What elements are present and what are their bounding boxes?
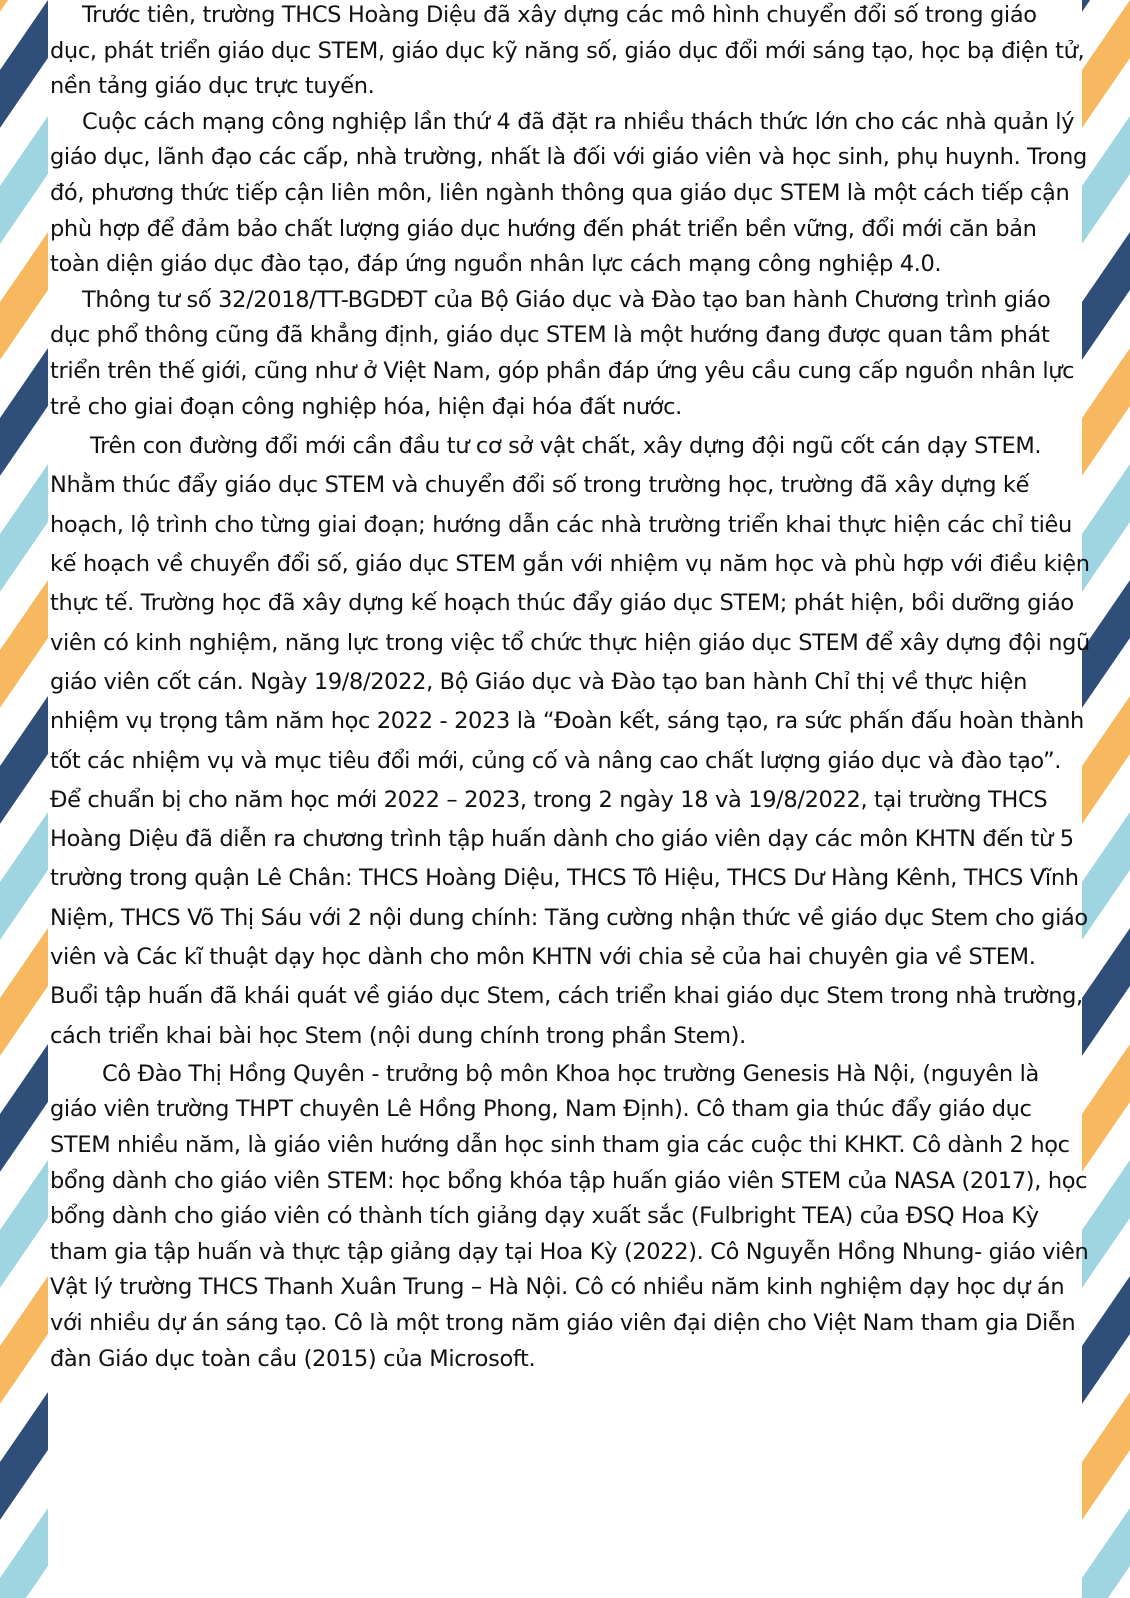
left-stripe-border bbox=[0, 0, 48, 1598]
paragraph-training: Trên con đường đổi mới cần đầu tư cơ sở vật chất, xây dựng đội ngũ cốt cán dạy STEM. Nhằm thúc đẩy giáo dục STEM và chuyển đổi số trong trường học, trường đã xây dựng kế hoạch, lộ trình cho từng giai đoạn; hướng dẫn các nhà trường triển khai thực hiện các chỉ tiêu kế hoạch về chuyển đổi số, giáo dục STEM gắn với nhiệm vụ năm học và phù hợp với điều kiện thực tế. Trường học đã xây dựng kế hoạch thúc đẩy giáo dục STEM; phát hiện, bồi dưỡng giáo viên có kinh nghiệm, năng lực trong việc tổ chức thực hiện giáo dục STEM để xây dựng đội ngũ giáo viên cốt cán. Ngày 19/8/2022, Bộ Giáo dục và Đào tạo ban hành Chỉ thị về thực hiện nhiệm vụ trọng tâm năm học 2022 - 2023 là “Đoàn kết, sáng tạo, ra sức phấn đấu hoàn thành tốt các nhiệm vụ và mục tiêu đổi mới, củng cố và nâng cao chất lượng giáo dục và đào tạo”. Để chuẩn bị cho năm học mới 2022 – 2023, trong 2 ngày 18 và 19/8/2022, tại trường THCS Hoàng Diệu đã diễn ra chương trình tập huấn dành cho giáo viên dạy các môn KHTN đến từ 5 trường trong quận Lê Chân: THCS Hoàng Diệu, THCS Tô Hiệu, THCS Dư Hàng Kênh, THCS Vĩnh Niệm, THCS Võ Thị Sáu với 2 nội dung chính: Tăng cường nhận thức về giáo dục Stem cho giáo viên và Các kĩ thuật dạy học dành cho môn KHTN với chia sẻ của hai chuyên gia về STEM. Buổi tập huấn đã khái quát về giáo dục Stem, cách triển khai giáo dục Stem trong nhà trường, cách triển khai bài học Stem (nội dung chính trong phần Stem). bbox=[50, 433, 1090, 1049]
article-body bbox=[50, 0, 1090, 1377]
paragraph-experts: Cô Đào Thị Hồng Quyên - trưởng bộ môn Khoa học trường Genesis Hà Nội, (nguyên là giáo viên trường THPT chuyên Lê Hồng Phong, Nam Định). Cô tham gia thúc đẩy giáo dục STEM nhiều năm, là giáo viên hướng dẫn học sinh tham gia các cuộc thi KHKT. Cô dành 2 học bổng dành cho giáo viên STEM: học bổng khóa tập huấn giáo viên STEM của NASA (2017), học bổng dành cho giáo viên có thành tích giảng dạy xuất sắc (Fulbright TEA) của ĐSQ Hoa Kỳ tham gia tập huấn và thực tập giảng dạy tại Hoa Kỳ (2022). Cô Nguyễn Hồng Nhung- giáo viên Vật lý trường THCS Thanh Xuân Trung – Hà Nội. Cô có nhiều năm kinh nghiệm dạy học dự án với nhiều dự án sáng tạo. Cô là một trong năm giáo viên đại diện cho Việt Nam tham gia Diễn đàn Giáo dục toàn cầu (2015) của Microsoft. bbox=[50, 1060, 1089, 1372]
paragraph-circular: Thông tư số 32/2018/TT-BGDĐT của Bộ Giáo dục và Đào tạo ban hành Chương trình giáo dục phổ thông cũng đã khẳng định, giáo dục STEM là một hướng đang được quan tâm phát triển trên thế giới, cũng như ở Việt Nam, góp phần đáp ứng yêu cầu cung cấp nguồn nhân lực trẻ cho giai đoạn công nghiệp hóa, hiện đại hóa đất nước. bbox=[50, 286, 1075, 420]
paragraph-industry-4: Cuộc cách mạng công nghiệp lần thứ 4 đã đặt ra nhiều thách thức lớn cho các nhà quản lý giáo dục, lãnh đạo các cấp, nhà trường, nhất là đối với giáo viên và học sinh, phụ huynh. Trong đó, phương thức tiếp cận liên môn, liên ngành thông qua giáo dục STEM là một cách tiếp cận phù hợp để đảm bảo chất lượng giáo dục hướng đến phát triển bền vững, đổi mới căn bản toàn diện giáo dục đào tạo, đáp ứng nguồn nhân lực cách mạng công nghiệp 4.0. bbox=[50, 108, 1087, 278]
paragraph-intro: Trước tiên, trường THCS Hoàng Diệu đã xây dựng các mô hình chuyển đổi số trong giáo dục, phát triển giáo dục STEM, giáo dục kỹ năng số, giáo dục đổi mới sáng tạo, học bạ điện tử, nền tảng giáo dục trực tuyến. bbox=[50, 2, 1085, 100]
